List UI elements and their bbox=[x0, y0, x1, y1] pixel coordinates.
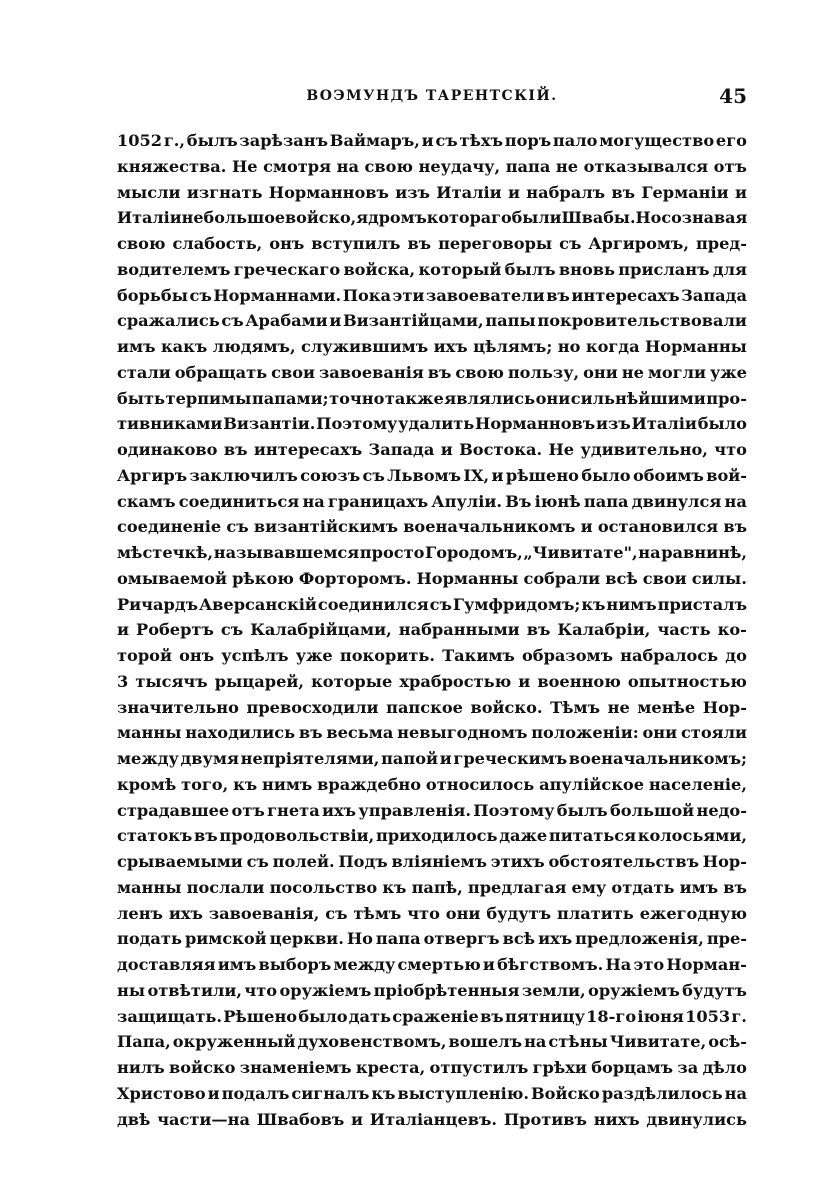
text-line: стали обращать свои завоеванія въ свою пользу, они не могли уже bbox=[117, 362, 747, 382]
text-line: быть терпимы папами; точно также являлись они сильнѣйшими про- bbox=[117, 388, 747, 408]
body-text bbox=[117, 128, 747, 1132]
text-line: борьбы съ Норманнами. Пока эти завоеватели въ интересахъ Запада bbox=[117, 285, 747, 305]
text-line: двѣ части—на Швабовъ и Италіанцевъ. Противъ нихъ двинулись bbox=[117, 1109, 747, 1129]
text-line: омываемой рѣкою Форторомъ. Норманны собрали всѣ свои силы. bbox=[117, 568, 747, 588]
text-line: Аргиръ заключилъ союзъ съ Львомъ IX, и рѣшено было обоимъ вой- bbox=[117, 465, 747, 485]
text-line: мысли изгнать Норманновъ изъ Италіи и набралъ въ Германіи и bbox=[117, 182, 747, 202]
running-title: ВОЭМУНДЪ ТАРЕНТСКІЙ. bbox=[306, 88, 558, 104]
text-line: сражались съ Арабами и Византійцами, папы покровительствовали bbox=[117, 311, 747, 331]
text-line: значительно превосходили папское войско. Тѣмъ не менѣе Нор- bbox=[117, 697, 747, 717]
text-line: мѣстечкѣ, называвшемся просто Городомъ, „Чивитате", на равнинѣ, bbox=[117, 543, 747, 562]
text-line: одинаково въ интересахъ Запада и Востока. Не удивительно, что bbox=[117, 440, 747, 459]
text-line: доставляя имъ выборъ между смертью и бѣгствомъ. На это Норман- bbox=[117, 955, 747, 974]
text-line: княжества. Не смотря на свою неудачу, папа не отказывался отъ bbox=[117, 156, 747, 176]
running-header bbox=[117, 84, 747, 108]
text-line: скамъ соединиться на границахъ Апуліи. Въ іюнѣ папа двинулся на bbox=[117, 491, 747, 511]
text-line: свою слабость, онъ вступилъ въ переговоры съ Аргиромъ, пред- bbox=[117, 234, 747, 253]
text-line: торой онъ успѣлъ уже покорить. Такимъ образомъ набралось до bbox=[117, 646, 747, 665]
text-line: Италіи небольшое войско, ядромъ котораго были Швабы. Но сознавая bbox=[117, 208, 748, 228]
text-line: 1052 г., былъ зарѣзанъ Ваймаръ, и съ тѣхъ поръ пало могущество его bbox=[117, 131, 747, 150]
text-line: Папа, окруженный духовенствомъ, вошелъ на стѣны Чивитате, осѣ- bbox=[117, 1032, 747, 1052]
text-line: срываемыми съ полей. Подъ вліяніемъ этихъ обстоятельствъ Нор- bbox=[117, 852, 747, 871]
text-line: 3 тысячъ рыцарей, которые храбростью и военною опытностью bbox=[117, 671, 747, 691]
text-line: имъ какъ людямъ, служившимъ ихъ цѣлямъ; но когда Норманны bbox=[117, 337, 747, 356]
text-line: защищать. Рѣшено было дать сраженіе въ пятницу 18-го іюня 1053 г. bbox=[117, 1006, 747, 1026]
text-line: страдавшее отъ гнета ихъ управленія. Поэтому былъ большой недо- bbox=[117, 800, 747, 820]
text-line: водителемъ греческаго войска, который былъ вновь присланъ для bbox=[117, 259, 747, 279]
text-line: тивниками Византіи. Поэтому удалить Норманновъ изъ Италіи было bbox=[117, 414, 747, 434]
text-line: манны находились въ весьма невыгодномъ положеніи: они стояли bbox=[117, 723, 747, 743]
page-number: 45 bbox=[719, 84, 747, 108]
text-line: Христово и подалъ сигналъ къ выступленію. Войско раздѣлилось на bbox=[117, 1083, 747, 1103]
text-line: между двумя непріятелями, папой и греческимъ военачальникомъ; bbox=[117, 749, 747, 768]
text-line: соединеніе съ византійскимъ военачальникомъ и остановился въ bbox=[117, 517, 747, 537]
text-line: ленъ ихъ завоеванія, съ тѣмъ что они будутъ платить ежегодную bbox=[117, 903, 747, 923]
text-line: статокъ въ продовольствіи, приходилось даже питаться колосьями, bbox=[117, 826, 747, 846]
text-line: нилъ войско знаменіемъ креста, отпустилъ грѣхи борцамъ за дѣло bbox=[117, 1058, 747, 1077]
text-line: кромѣ того, къ нимъ враждебно относилось апулійское населеніе, bbox=[117, 774, 747, 794]
text-line: и Робертъ съ Калабрійцами, набранными въ Калабріи, часть ко- bbox=[117, 620, 747, 640]
text-line: подать римской церкви. Но папа отвергъ всѣ ихъ предложенія, пре- bbox=[117, 929, 747, 949]
text-line: Ричардъ Аверсанскій соединился съ Гумфридомъ; къ нимъ присталъ bbox=[117, 594, 747, 614]
text-line: ны отвѣтили, что оружіемъ пріобрѣтенныя земли, оружіемъ будутъ bbox=[117, 980, 747, 1000]
text-line: манны послали посольство къ папѣ, предлагая ему отдать имъ въ bbox=[117, 877, 747, 897]
